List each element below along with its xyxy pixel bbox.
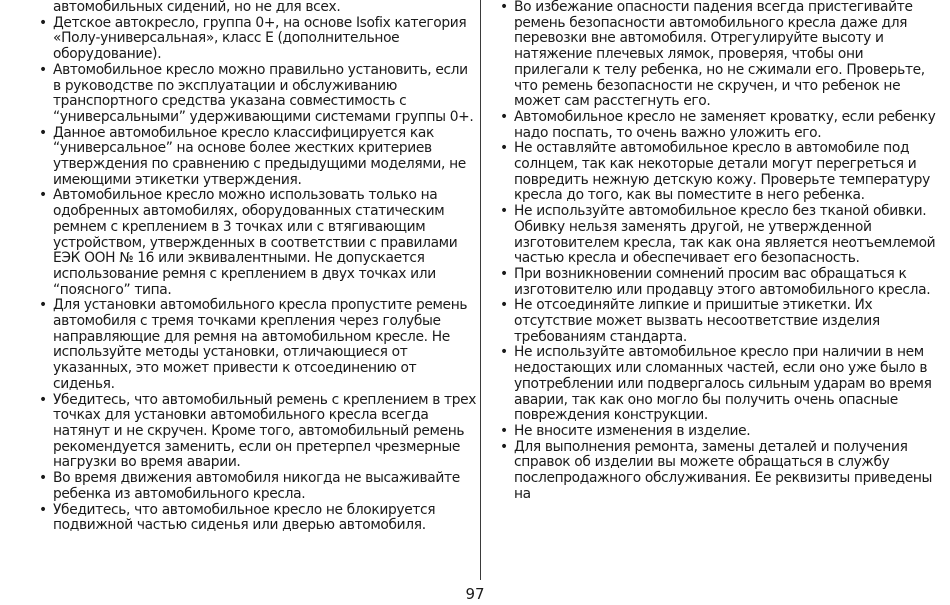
bullet-item-compatibility: • Автомобильное кресло можно правильно установить, если в руководстве по эксплуатации и обслуживанию транспортного средства указана совместимость с “универсальными” удерживающими системами группы 0+. (39, 63, 479, 126)
bullet-item-belt-tension: • Убедитесь, что автомобильный ремень с креплением в трех точках для установки автомобильного кресла всегда натянут и не скручен. Кроме того, автомобильный ремень рекомендуется заменить, если он претерпел чрезмерные нагрузки во время аварии. (39, 393, 479, 472)
bullet-item-no-modifications: • Не вносите изменения в изделие. (500, 424, 936, 440)
bullet-item-damaged-parts: • Не используйте автомобильное кресло при наличии в нем недостающих или сломанных частей, если оно уже было в употреблении или подвергалось сильным ударам во время аварии, так как оно могло бы получить очень опасные повреждения конструкции. (500, 345, 936, 424)
column-divider (480, 0, 481, 580)
paragraph-continuation: автомобильных сидений, но не для всех. (53, 0, 341, 15)
bullet-item-belt-routing: • Для установки автомобильного кресла пропустите ремень автомобиля с тремя точками крепления через голубые направляющие для ремня на автомобильном кресле. Не используйте методы установки, отличающиеся от указанных, это может привести к отсоединению от сиденья. (39, 298, 479, 392)
page-number: 97 (465, 585, 485, 603)
right-column (500, 0, 936, 503)
bullet-item-not-a-bed: • Автомобильное кресло не заменяет кроватку, если ребенку надо поспать, то очень важно уложить его. (500, 110, 936, 141)
bullet-item-universal-class: • Данное автомобильное кресло классифицируется как “универсальное” на основе более жестких критериев утверждения по сравнению с предыдущими моделями, не имеющими этикетки утверждения. (39, 126, 479, 189)
bullet-item-labels: • Не отсоединяйте липкие и пришитые этикетки. Их отсутствие может вызвать несоответствие изделия требованиям стандарта. (500, 298, 936, 345)
bullet-item-isofix-group: • Детское автокресло, группа 0+, на основе Isofix категория «Полу-универсальная», класс E (дополнительное оборудование). (39, 16, 479, 63)
bullet-item-approved-vehicles: • Автомобильное кресло можно использовать только на одобренных автомобилях, оборудованных статическим ремнем с креплением в 3 точках или с втягивающим устройством, утвержденных в соответствии с правилами ЕЭК ООН № 16 или эквивалентными. Не допускается использование ремня с креплением в двух точках или “поясного” типа. (39, 188, 479, 298)
bullet-item-fabric-cover: • Не используйте автомобильное кресло без тканой обивки. Обивку нельзя заменять другой, не утвержденной изготовителем кресла, так как она является неотъемлемой частью кресла и обеспечивает его безопасность. (500, 204, 936, 267)
bullet-item-harness: • Во избежание опасности падения всегда пристегивайте ремень безопасности автомобильного кресла даже для перевозки вне автомобиля. Отрегулируйте высоту и натяжение плечевых лямок, проверяя, чтобы они прилегали к телу ребенка, но не сжимали его. Проверьте, что ремень безопасности не скручен, и что ребенок не может сам расстегнуть его. (500, 0, 936, 110)
bullet-item-sun-heat: • Не оставляйте автомобильное кресло в автомобиле под солнцем, так как некоторые детали могут перегреться и повредить нежную детскую кожу. Проверьте температуру кресла до того, как вы поместите в него ребенка. (500, 141, 936, 204)
bullet-item-moving-vehicle: • Во время движения автомобиля никогда не высаживайте ребенка из автомобильного кресла. (39, 471, 479, 502)
left-column (39, 0, 479, 534)
bullet-item-contact-manufacturer: • При возникновении сомнений просим вас обращаться к изготовителю или продавцу этого автомобильного кресла. (500, 267, 936, 298)
bullet-item-seat-blocking: • Убедитесь, что автомобильное кресло не блокируется подвижной частью сиденья или дверью автомобиля. (39, 503, 479, 534)
bullet-item-service: • Для выполнения ремонта, замены деталей и получения справок об изделии вы можете обращаться в службу послепродажного обслуживания. Ее реквизиты приведены на (500, 440, 936, 503)
